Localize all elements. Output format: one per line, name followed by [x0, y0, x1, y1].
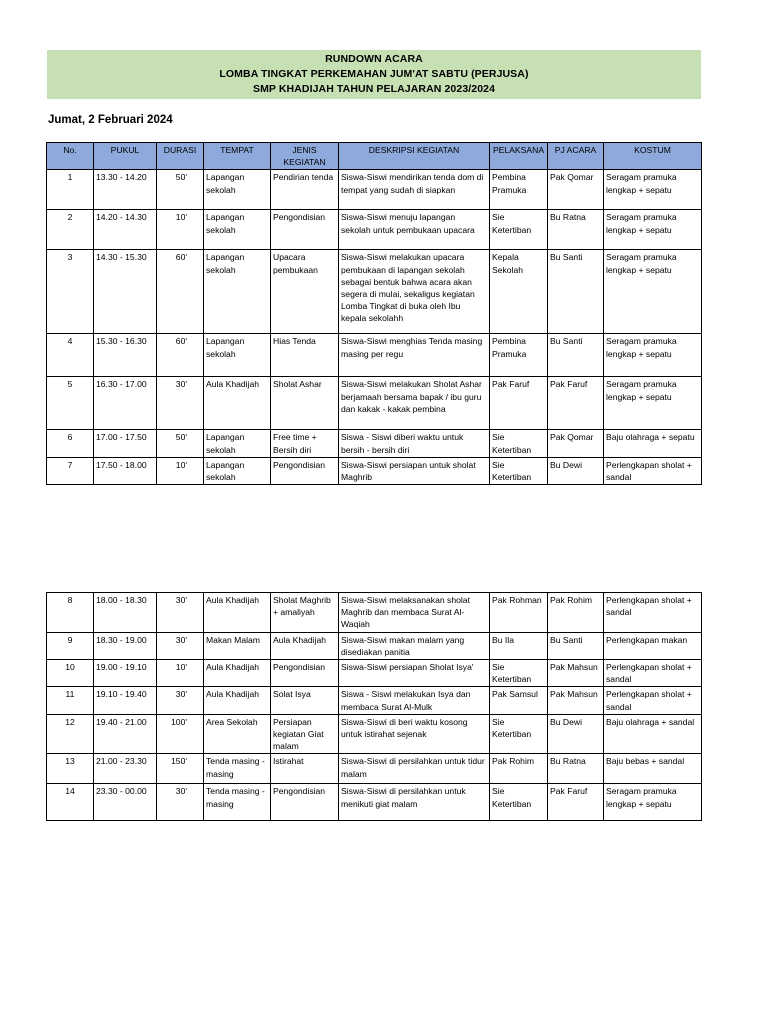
cell-pukul: 23.30 - 00.00 [94, 784, 157, 821]
cell-deskripsi: Siswa-Siswi di persilahkan untuk tidur malam [339, 754, 490, 784]
cell-durasi: 50' [157, 170, 204, 210]
cell-deskripsi: Siswa - Siswi diberi waktu untuk bersih - bersih diri [339, 430, 490, 457]
cell-durasi: 50' [157, 430, 204, 457]
cell-jenis: Pengondisian [271, 784, 339, 821]
cell-tempat: Area Sekolah [204, 714, 271, 754]
cell-pj-acara: Pak Faruf [548, 784, 604, 821]
col-header-pj: PJ ACARA [548, 143, 604, 170]
cell-kostum: Seragam pramuka lengkap + sepatu [604, 784, 702, 821]
cell-no: 11 [47, 687, 94, 714]
rundown-table-page1 [46, 142, 702, 485]
cell-tempat: Aula Khadijah [204, 687, 271, 714]
cell-jenis: Solat Isya [271, 687, 339, 714]
cell-durasi: 150' [157, 754, 204, 784]
cell-tempat: Makan Malam [204, 632, 271, 659]
cell-jenis: Free time + Bersih diri [271, 430, 339, 457]
cell-kostum: Perlengkapan sholat + sandal [604, 457, 702, 484]
cell-durasi: 30' [157, 593, 204, 633]
cell-pj-acara: Bu Ratna [548, 210, 604, 250]
cell-kostum: Seragam pramuka lengkap + sepatu [604, 250, 702, 334]
cell-kostum: Seragam pramuka lengkap + sepatu [604, 334, 702, 377]
cell-deskripsi: Siswa-Siswi persiapan Sholat Isya' [339, 660, 490, 687]
cell-no: 3 [47, 250, 94, 334]
table-header-row [47, 143, 702, 170]
cell-kostum: Perlengkapan sholat + sandal [604, 687, 702, 714]
cell-pj-acara: Bu Ratna [548, 754, 604, 784]
cell-pukul: 14.20 - 14.30 [94, 210, 157, 250]
col-header-jenis: JENIS KEGIATAN [271, 143, 339, 170]
cell-kostum: Perlengkapan makan [604, 632, 702, 659]
cell-jenis: Persiapan kegiatan Giat malam [271, 714, 339, 754]
cell-tempat: Tenda masing - masing [204, 754, 271, 784]
table-row [47, 660, 702, 687]
cell-pukul: 18.30 - 19.00 [94, 632, 157, 659]
title-line-2: LOMBA TINGKAT PERKEMAHAN JUM'AT SABTU (PERJUSA) [219, 68, 529, 80]
cell-pelaksana: Sie Ketertiban [490, 784, 548, 821]
cell-jenis: Pendirian tenda [271, 170, 339, 210]
cell-pj-acara: Bu Santi [548, 334, 604, 377]
table-row [47, 457, 702, 484]
cell-durasi: 10' [157, 457, 204, 484]
cell-deskripsi: Siswa - Siswi melakukan Isya dan membaca Surat Al-Mulk [339, 687, 490, 714]
cell-durasi: 60' [157, 334, 204, 377]
cell-jenis: Aula Khadijah [271, 632, 339, 659]
table-row [47, 687, 702, 714]
cell-pelaksana: Sie Ketertiban [490, 457, 548, 484]
col-header-durasi: DURASI [157, 143, 204, 170]
col-header-tempat: TEMPAT [204, 143, 271, 170]
cell-pelaksana: Sie Ketertiban [490, 714, 548, 754]
cell-pelaksana: Pembina Pramuka [490, 170, 548, 210]
cell-deskripsi: Siswa-Siswi makan malam yang disediakan panitia [339, 632, 490, 659]
cell-pukul: 13.30 - 14.20 [94, 170, 157, 210]
cell-no: 9 [47, 632, 94, 659]
cell-pukul: 18.00 - 18.30 [94, 593, 157, 633]
cell-pukul: 15.30 - 16.30 [94, 334, 157, 377]
cell-tempat: Lapangan sekolah [204, 250, 271, 334]
cell-pukul: 19.00 - 19.10 [94, 660, 157, 687]
cell-pukul: 14.30 - 15.30 [94, 250, 157, 334]
cell-pukul: 16.30 - 17.00 [94, 377, 157, 430]
cell-jenis: Pengondisian [271, 210, 339, 250]
cell-no: 12 [47, 714, 94, 754]
cell-durasi: 60' [157, 250, 204, 334]
cell-durasi: 30' [157, 632, 204, 659]
cell-jenis: Sholat Maghrib + amaliyah [271, 593, 339, 633]
cell-durasi: 10' [157, 660, 204, 687]
table-row [47, 784, 702, 821]
cell-no: 4 [47, 334, 94, 377]
cell-pelaksana: Sie Ketertiban [490, 210, 548, 250]
table-row [47, 170, 702, 210]
cell-no: 7 [47, 457, 94, 484]
cell-pelaksana: Bu Ila [490, 632, 548, 659]
cell-jenis: Pengondisian [271, 660, 339, 687]
cell-pj-acara: Pak Faruf [548, 377, 604, 430]
cell-deskripsi: Siswa-Siswi menuju lapangan sekolah untuk pembukaan upacara [339, 210, 490, 250]
cell-tempat: Lapangan sekolah [204, 430, 271, 457]
cell-no: 8 [47, 593, 94, 633]
table-row [47, 754, 702, 784]
cell-durasi: 100' [157, 714, 204, 754]
cell-pelaksana: Pak Samsul [490, 687, 548, 714]
cell-tempat: Aula Khadijah [204, 377, 271, 430]
col-header-deskripsi: DESKRIPSI KEGIATAN [339, 143, 490, 170]
cell-deskripsi: Siswa-Siswi di beri waktu kosong untuk istirahat sejenak [339, 714, 490, 754]
table-row [47, 593, 702, 633]
col-header-kostum: KOSTUM [604, 143, 702, 170]
cell-pukul: 19.40 - 21.00 [94, 714, 157, 754]
table-row [47, 334, 702, 377]
cell-kostum: Perlengkapan sholat + sandal [604, 593, 702, 633]
cell-no: 14 [47, 784, 94, 821]
cell-pelaksana: Sie Ketertiban [490, 660, 548, 687]
cell-kostum: Seragam pramuka lengkap + sepatu [604, 170, 702, 210]
cell-kostum: Baju olahraga + sepatu [604, 430, 702, 457]
cell-kostum: Baju bebas + sandal [604, 754, 702, 784]
cell-jenis: Hias Tenda [271, 334, 339, 377]
cell-no: 5 [47, 377, 94, 430]
cell-pj-acara: Bu Dewi [548, 457, 604, 484]
table-row [47, 377, 702, 430]
cell-pelaksana: Sie Ketertiban [490, 430, 548, 457]
cell-deskripsi: Siswa-Siswi di persilahkan untuk menikuti giat malam [339, 784, 490, 821]
cell-pj-acara: Bu Santi [548, 250, 604, 334]
cell-jenis: Upacara pembukaan [271, 250, 339, 334]
cell-tempat: Aula Khadijah [204, 660, 271, 687]
table-row [47, 430, 702, 457]
table-row [47, 210, 702, 250]
table-row [47, 250, 702, 334]
cell-tempat: Tenda masing - masing [204, 784, 271, 821]
cell-jenis: Pengondisian [271, 457, 339, 484]
cell-jenis: Sholat Ashar [271, 377, 339, 430]
cell-kostum: Seragam pramuka lengkap + sepatu [604, 377, 702, 430]
cell-no: 6 [47, 430, 94, 457]
cell-deskripsi: Siswa-Siswi persiapan untuk sholat Maghrib [339, 457, 490, 484]
cell-deskripsi: Siswa-Siswi melakukan upacara pembukaan di lapangan sekolah sebagai bentuk bahwa acara akan segera di mulai, sekaligus kegiatan Lomba Tingkat di buka oleh Ibu kepala sekolahh [339, 250, 490, 334]
cell-no: 13 [47, 754, 94, 784]
cell-tempat: Lapangan sekolah [204, 334, 271, 377]
col-header-no: No. [47, 143, 94, 170]
event-date: Jumat, 2 Februari 2024 [48, 114, 173, 126]
cell-jenis: Istirahat [271, 754, 339, 784]
cell-pelaksana: Pak Rohman [490, 593, 548, 633]
cell-tempat: Lapangan sekolah [204, 457, 271, 484]
cell-pj-acara: Pak Qomar [548, 170, 604, 210]
cell-pelaksana: Pak Rohim [490, 754, 548, 784]
cell-pelaksana: Pak Faruf [490, 377, 548, 430]
cell-pj-acara: Bu Dewi [548, 714, 604, 754]
rundown-table-page2 [46, 592, 702, 821]
cell-kostum: Perlengkapan sholat + sandal [604, 660, 702, 687]
cell-durasi: 30' [157, 784, 204, 821]
cell-no: 1 [47, 170, 94, 210]
title-line-1: RUNDOWN ACARA [325, 53, 423, 65]
table-row [47, 714, 702, 754]
cell-kostum: Baju olahraga + sandal [604, 714, 702, 754]
cell-pukul: 21.00 - 23.30 [94, 754, 157, 784]
cell-deskripsi: Siswa-Siswi mendirikan tenda dom di tempat yang sudah di siapkan [339, 170, 490, 210]
cell-no: 10 [47, 660, 94, 687]
cell-pukul: 17.00 - 17.50 [94, 430, 157, 457]
cell-kostum: Seragam pramuka lengkap + sepatu [604, 210, 702, 250]
table-row [47, 632, 702, 659]
cell-pj-acara: Pak Mahsun [548, 687, 604, 714]
col-header-pukul: PUKUL [94, 143, 157, 170]
title-line-3: SMP KHADIJAH TAHUN PELAJARAN 2023/2024 [252, 83, 496, 95]
col-header-pelaksana: PELAKSANA [490, 143, 548, 170]
cell-pj-acara: Pak Qomar [548, 430, 604, 457]
title-banner [47, 50, 701, 99]
cell-tempat: Aula Khadijah [204, 593, 271, 633]
cell-tempat: Lapangan sekolah [204, 170, 271, 210]
cell-pukul: 19.10 - 19.40 [94, 687, 157, 714]
cell-deskripsi: Siswa-Siswi melakukan Sholat Ashar berjamaah bersama bapak / ibu guru dan kakak - kakak pembina [339, 377, 490, 430]
cell-no: 2 [47, 210, 94, 250]
cell-pelaksana: Pembina Pramuka [490, 334, 548, 377]
cell-durasi: 30' [157, 377, 204, 430]
cell-deskripsi: Siswa-Siswi menghias Tenda masing masing per regu [339, 334, 490, 377]
cell-durasi: 10' [157, 210, 204, 250]
cell-pj-acara: Pak Mahsun [548, 660, 604, 687]
cell-pukul: 17.50 - 18.00 [94, 457, 157, 484]
cell-durasi: 30' [157, 687, 204, 714]
cell-deskripsi: Siswa-Siswi melaksanakan sholat Maghrib dan membaca Surat Al-Waqiah [339, 593, 490, 633]
cell-pj-acara: Pak Rohim [548, 593, 604, 633]
cell-tempat: Lapangan sekolah [204, 210, 271, 250]
cell-pj-acara: Bu Santi [548, 632, 604, 659]
cell-pelaksana: Kepala Sekolah [490, 250, 548, 334]
